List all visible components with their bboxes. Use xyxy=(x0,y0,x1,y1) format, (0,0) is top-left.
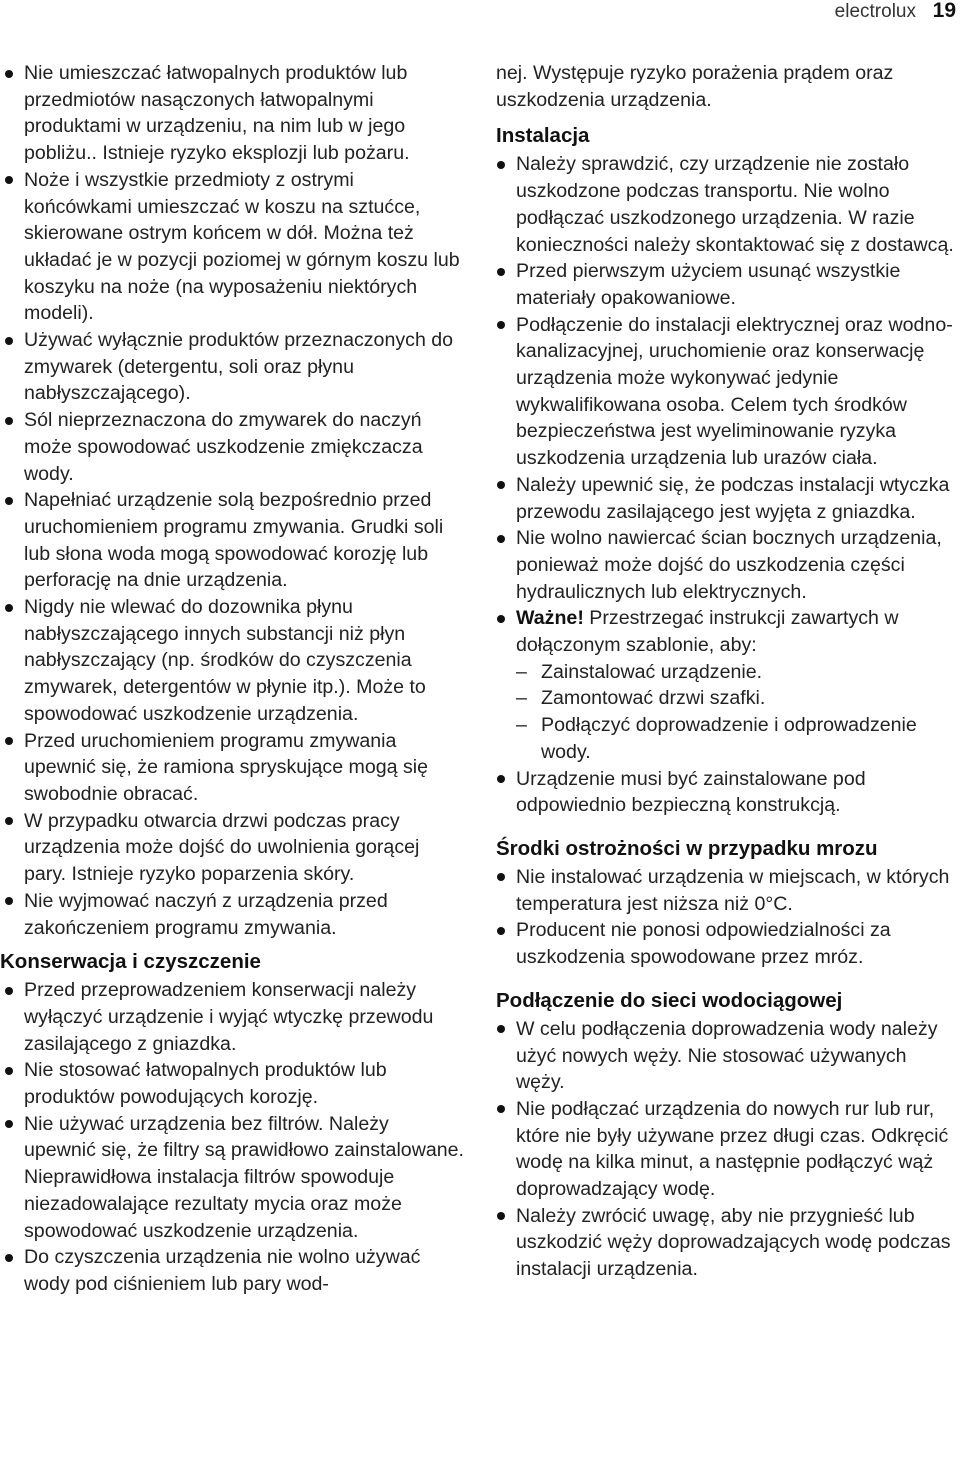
safety-list xyxy=(4,60,466,941)
section-heading-frost: Środki ostrożności w przypadku mrozu xyxy=(496,836,878,860)
list-item: Sól nieprzeznaczona do zmywarek do naczyń może spowodować uszkodzenie zmiękczacza wody. xyxy=(4,407,466,487)
list-item: Urządzenie musi być zainstalowane pod odpowiednio bezpieczną konstrukcją. xyxy=(496,766,958,819)
list-item: Przed pierwszym użyciem usunąć wszystkie materiały opakowaniowe. xyxy=(496,258,958,311)
list-item: Przed uruchomieniem programu zmywania upewnić się, że ramiona spryskujące mogą się swobodnie obracać. xyxy=(4,728,466,808)
important-steps xyxy=(516,659,958,766)
list-item: Napełniać urządzenie solą bezpośrednio przed uruchomieniem programu zmywania. Grudki soli lub słona woda mogą spowodować korozję lub perforację na dnie urządzenia. xyxy=(4,487,466,594)
list-item: Nie wolno nawiercać ścian bocznych urządzenia, ponieważ może dojść do uszkodzenia części hydraulicznych lub elektrycznych. xyxy=(496,525,958,605)
maintenance-list xyxy=(4,977,466,1297)
page-number: 19 xyxy=(932,0,956,22)
list-item: Nigdy nie wlewać do dozownika płynu nabłyszczającego innych substancji niż płyn nabłyszczający (np. środków do czyszczenia zmywarek, detergentów w płynie itp.). Może to spowodować uszkodzenie urządzenia. xyxy=(4,594,466,728)
list-item: Przed przeprowadzeniem konserwacji należy wyłączyć urządzenie i wyjąć wtyczkę przewodu zasilającego z gniazdka. xyxy=(4,977,466,1057)
step-item: – Podłączyć doprowadzenie i odprowadzenie wody. xyxy=(516,712,958,765)
page-header xyxy=(0,0,960,30)
left-column xyxy=(0,60,466,1298)
list-item: Należy zwrócić uwagę, aby nie przygnieść lub uszkodzić węży doprowadzających wodę podczas instalacji urządzenia. xyxy=(496,1203,958,1283)
step-item: – Zamontować drzwi szafki. xyxy=(516,685,958,712)
important-text: Przestrzegać instrukcji zawartych w dołączonym szablonie, aby: xyxy=(516,607,899,657)
list-item: Nie instalować urządzenia w miejscach, w których temperatura jest niższa niż 0°C. xyxy=(496,864,958,917)
list-item: Należy sprawdzić, czy urządzenie nie zostało uszkodzone podczas transportu. Nie wolno podłączać uszkodzonego urządzenia. W razie konieczności należy skontaktować się z dostawcą. xyxy=(496,151,958,258)
list-item: Podłączenie do instalacji elektrycznej oraz wodno-kanalizacyjnej, uruchomienie oraz konserwację urządzenia może wykonywać jedynie wykwalifikowana osoba. Celem tych środków bezpieczeństwa jest wyeliminowanie ryzyka uszkodzenia urządzenia lub urazów ciała. xyxy=(496,312,958,472)
list-item: Używać wyłącznie produktów przeznaczonych do zmywarek (detergentu, soli oraz płynu nabłyszczającego). xyxy=(4,327,466,407)
step-item: – Zainstalować urządzenie. xyxy=(516,659,958,686)
important-item xyxy=(496,605,958,765)
list-item: W celu podłączenia doprowadzenia wody należy użyć nowych węży. Nie stosować używanych węży. xyxy=(496,1016,958,1096)
important-label: Ważne! xyxy=(516,607,584,630)
water-list xyxy=(496,1016,958,1283)
brand-name: electrolux xyxy=(834,1,916,22)
section-heading-installation: Instalacja xyxy=(496,124,590,148)
right-column xyxy=(496,60,958,1283)
frost-list xyxy=(496,864,958,971)
list-item: Należy upewnić się, że podczas instalacji wtyczka przewodu zasilającego jest wyjęta z gniazdka. xyxy=(496,472,958,525)
list-item: Do czyszczenia urządzenia nie wolno używać wody pod ciśnieniem lub pary wod- xyxy=(4,1244,466,1297)
list-item: Nie podłączać urządzenia do nowych rur lub rur, które nie były używane przez długi czas. Odkręcić wodę na kilka minut, a następnie podłączyć wąż doprowadzający wodę. xyxy=(496,1096,958,1203)
section-heading-water: Podłączenie do sieci wodociągowej xyxy=(496,988,843,1012)
list-item: Nie umieszczać łatwopalnych produktów lub przedmiotów nasączonych łatwopalnymi produktami w urządzeniu, na nim lub w jego pobliżu.. Istnieje ryzyko eksplozji lub pożaru. xyxy=(4,60,466,167)
list-item: Nie używać urządzenia bez filtrów. Należy upewnić się, że filtry są prawidłowo zainstalowane. Nieprawidłowa instalacja filtrów spowoduje niezadowalające rezultaty mycia oraz może spowodować uszkodzenie urządzenia. xyxy=(4,1111,466,1245)
list-item: Noże i wszystkie przedmioty z ostrymi końcówkami umieszczać w koszu na sztućce, skierowane ostrym końcem w dół. Można też układać je w pozycji poziomej w górnym koszu lub koszyku na noże (na wyposażeniu niektórych modeli). xyxy=(4,167,466,327)
list-item: Nie stosować łatwopalnych produktów lub produktów powodujących korozję. xyxy=(4,1057,466,1110)
installation-list xyxy=(496,151,958,819)
list-item: Nie wyjmować naczyń z urządzenia przed zakończeniem programu zmywania. xyxy=(4,888,466,941)
list-item: Producent nie ponosi odpowiedzialności za uszkodzenia spowodowane przez mróz. xyxy=(496,917,958,970)
list-item: W przypadku otwarcia drzwi podczas pracy urządzenia może dojść do uwolnienia gorącej pary. Istnieje ryzyko poparzenia skóry. xyxy=(4,808,466,888)
continued-text: nej. Występuje ryzyko porażenia prądem oraz uszkodzenia urządzenia. xyxy=(496,62,894,111)
section-heading-maintenance: Konserwacja i czyszczenie xyxy=(0,950,261,974)
